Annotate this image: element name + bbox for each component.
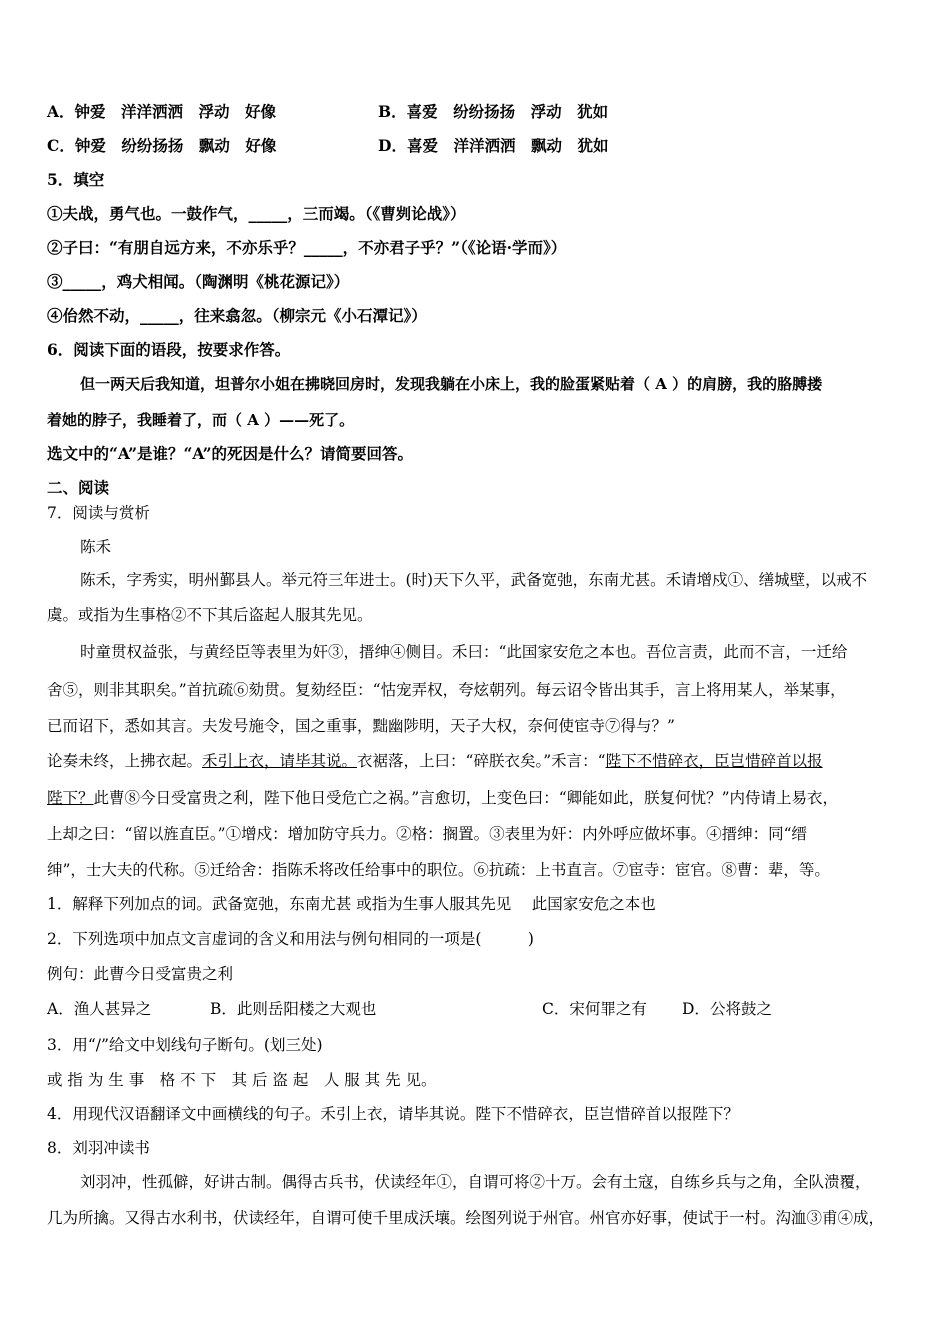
q5-item-2: ②子曰：“有朋自远方来，不亦乐乎？_____，不亦君子乎？”（《论语·学而》） [47,238,567,257]
q6-passage-line-2: 着她的脖子，我睡着了，而（ A ）——死了。 [47,411,355,429]
q7-title: 7．阅读与赏析 [47,504,150,522]
q7-sub1: 1．解释下列加点的词。武备宽弛，东南尤甚 或指为生事人服其先见 此国家安危之本也 [47,895,656,913]
q4-option-a: A．钟爱 洋洋洒洒 浮动 好像 [47,102,277,121]
underlined-sentence-1: 禾引上衣，请毕其说。 [202,752,358,770]
q7-sub4: 4．用现代汉语翻译文中画横线的句子。禾引上衣，请毕其说。陛下不惜碎衣，臣岂惜碎首以报陛下？ [47,1105,739,1123]
sub2-option-b: B．此则岳阳楼之大观也 [210,1000,377,1018]
q8-title: 8．刘羽冲读书 [47,1139,150,1157]
q5-title: 5．填空 [47,170,105,189]
q7-para3-text-e: 此曹⑧今日受富贵之利，陛下他日受危亡之祸。”言愈切，上变色曰：“卿能如此，朕复何忧？”内侍请上易衣， [93,789,839,807]
q4-option-b: B．喜爱 纷纷扬扬 浮动 犹如 [378,102,609,121]
underlined-sentence-2b: 陛下？ [47,789,94,807]
q7-para3-line3: 上却之曰：“留以旌直臣。”①增戍：增加防守兵力。②格：搁置。③表里为奸：内外呼应做坏事。④搢绅：同“缙 [47,825,808,843]
q4-option-d: D．喜爱 洋洋洒洒 飘动 犹如 [378,136,609,155]
q5-item-4: ④佁然不动，_____，往来翕忽。（柳宗元《小石潭记》） [47,306,427,325]
q7-para1-line1: 陈禾，字秀实，明州鄞县人。举元符三年进士。(时)天下久平，武备宽弛，东南尤甚。禾请增戍①、缮城壁，以戒不 [80,571,868,589]
q7-para2-line3: 已而诏下，悉如其言。夫发号施令，国之重事，黜幽陟明，天子大权，奈何使宦寺⑦得与？” [47,717,675,735]
q7-para3-text-a: 论奏未终，上拂衣起。 [47,752,203,770]
q8-passage-line2: 几为所擒。又得古水利书，伏读经年，自谓可使千里成沃壤。绘图列说于州官。州官亦好事，使试于一村。沟洫③甫④成， [47,1209,885,1227]
q7-para3-text-c: 衣裾落，上曰：“碎朕衣矣。”禾言：“ [357,752,606,770]
q6-title: 6．阅读下面的语段，按要求作答。 [47,340,291,359]
q8-passage-line1: 刘羽冲，性孤僻，好讲古制。偶得古兵书，伏读经年①，自谓可将②十万。会有土寇，自练乡兵与之角，全队溃覆， [80,1173,871,1191]
q7-sub2-example: 例句：此曹今日受富贵之利 [47,965,234,983]
q5-item-1: ①夫战，勇气也。一鼓作气，_____，三而竭。（《曹刿论战》） [47,204,466,223]
q7-passage-title: 陈禾 [80,538,112,556]
q7-para3-line1 [47,751,823,771]
q6-passage-line-1: 但一两天后我知道，坦普尔小姐在拂晓回房时，发现我躺在小床上，我的脸蛋紧贴着（ A ）的肩膀，我的胳膊搂 [80,375,823,393]
q7-sub2: 2．下列选项中加点文言虚词的含义和用法与例句相同的一项是( ) [47,930,534,948]
sub2-option-a: A．渔人甚异之 [47,1000,152,1018]
q7-notes-line: 绅”，士大夫的代称。⑤迁给舍：指陈禾将改任给事中的职位。⑥抗疏：上书直言。⑦宦寺：宦官。⑧曹：辈，等。 [47,861,830,879]
q7-para1-line2: 虞。或指为生事格②不下其后盗起人服其先见。 [47,606,373,624]
q6-question: 选文中的“A”是谁？“A”的死因是什么？请简要回答。 [47,444,414,463]
q7-sub3: 3．用“/”给文中划线句子断句。(划三处) [47,1036,323,1054]
q7-para3-line2 [47,788,838,808]
section-heading: 二、阅读 [47,478,110,497]
q4-option-c: C．钟爱 纷纷扬扬 飘动 好像 [47,136,277,155]
sub2-option-c: C．宋何罪之有 [542,1000,647,1018]
sub2-option-d: D．公将鼓之 [682,1000,772,1018]
q7-para2-line2: 舍⑤，则非其职矣。”首抗疏⑥劾贯。复劾经臣：“怙宠弄权，夸炫朝列。每云诏令皆出其手，言上将用某人，举某事， [47,681,846,699]
q7-para2-line1: 时童贯权益张，与黄经臣等表里为奸③，搢绅④侧目。禾曰：“此国家安危之本也。吾位言责，此而不言，一迁给 [80,643,848,661]
q7-sub3-sentence: 或 指 为 生 事 格 不 下 其 后 盗 起 人 服 其 先 见。 [47,1071,437,1089]
q5-item-3: ③_____，鸡犬相闻。（陶渊明《桃花源记》） [47,272,350,291]
underlined-sentence-2a: 陛下不惜碎衣，臣岂惜碎首以报 [605,752,823,770]
